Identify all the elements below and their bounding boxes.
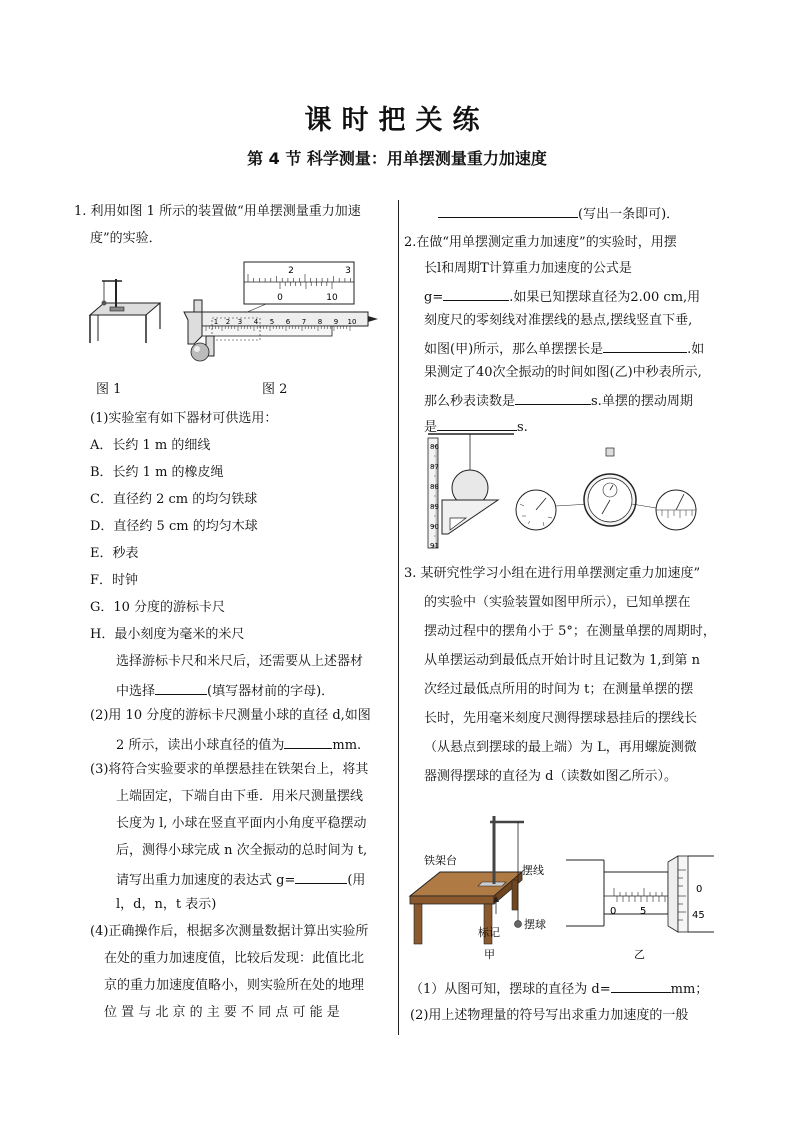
ruler-tick-86: 86 (430, 443, 439, 451)
q3-sub2-line: (2)用上述物理量的符号写出求重力加速度的一般 (410, 1008, 689, 1023)
q3-line-8: 器测得摆球的直径为 d（读数如图乙所示）。 (424, 769, 677, 784)
caliper-main-tick-2: 2 (288, 266, 294, 276)
q1-sub2-answer-blank[interactable] (284, 734, 332, 749)
caliper-lower-tick-6: 6 (285, 318, 291, 326)
caliper-vernier-tick-0: 0 (277, 293, 283, 303)
q3-figure-yi-micrometer (562, 852, 722, 964)
micro-tick-5: 5 (640, 906, 647, 917)
q3-line-2: 的实验中（实验装置如图甲所示），已知单摆在 (424, 595, 691, 610)
q3-sub1-unit: mm； (670, 982, 709, 997)
q1-sub3-line-1: (3)将符合实验要求的单摆悬挂在铁架台上，将其 (90, 762, 369, 777)
ruler-tick-87: 87 (430, 463, 439, 471)
q1-sub2-line-1: (2)用 10 分度的游标卡尺测量小球的直径 d,如图 (90, 708, 371, 723)
q2-line-3 (424, 286, 700, 307)
caliper-lower-tick-4: 4 (253, 318, 259, 326)
q2-line-4: 刻度尺的零刻线对准摆线的悬点,摆线竖直下垂, (424, 313, 693, 328)
q1-sub4-line-1: (4)正确操作后，根据多次测量数据计算出实验所 (90, 924, 369, 939)
q1-option-g: G．10 分度的游标卡尺 (90, 600, 226, 615)
q1-option-d: D．直径约 5 cm 的均匀木球 (90, 519, 258, 534)
label-line: 摆线 (522, 864, 544, 877)
ruler-tick-90: 90 (430, 523, 439, 531)
label-mark: 标记 (478, 926, 500, 939)
figure-1-caption: 图 1 (96, 382, 122, 397)
q1-sub3-line-6: l，d，n，t 表示) (116, 897, 217, 912)
q1-sub4-line-4: 位 置 与 北 京 的 主 要 不 同 点 可 能 是 (104, 1005, 340, 1020)
label-stand: 铁架台 (424, 854, 457, 867)
q1-sub1-body-2 (116, 680, 334, 701)
q3-line-5: 次经过最低点所用的时间为 t；在测量单摆的摆 (424, 682, 694, 697)
q1-option-b: B．长约 1 m 的橡皮绳 (90, 465, 224, 480)
q1-option-c: C．直径约 2 cm 的均匀铁球 (90, 492, 258, 507)
q1-intro-line-2: 度”的实验． (90, 231, 162, 246)
q3-line-6: 长时，先用毫米刻度尺测得摆球悬挂后的摆线长 (424, 711, 698, 726)
q2-line-2: 长l和周期T计算重力加速度的公式是 (424, 261, 632, 276)
q1-continuation-text: (写出一条即可)． (578, 207, 680, 222)
q1-sub3-line-5b: (用 (347, 873, 366, 888)
q1-sub3-answer-blank[interactable] (295, 869, 347, 884)
micro-thimble-0: 0 (696, 884, 703, 895)
q1-sub1-body-2b: (填写器材前的字母)． (207, 684, 335, 699)
q3-line-1: 3. 某研究性学习小组在进行用单摆测定重力加速度” (404, 566, 701, 581)
q2-line-6: 果测定了40次全振动的时间如图(乙)中秒表所示, (424, 365, 702, 380)
caption-yi: 乙 (634, 948, 645, 961)
q1-sub4-line-3: 京的重力加速度值略小，则实验所在处的地理 (104, 978, 365, 993)
q3-line-7: （从悬点到摆球的最上端）为 L，再用螺旋测微 (424, 740, 697, 755)
figure-1-pendulum-stand (86, 275, 166, 345)
q2-period-blank[interactable] (437, 416, 517, 431)
q1-sub3-line-5 (116, 869, 365, 890)
caliper-lower-tick-10: 10 (347, 318, 357, 326)
q1-sub3-line-3: 长度为 l, 小球在竖直平面内小角度平稳摆动 (116, 816, 367, 831)
q1-sub1-prompt: (1)实验室有如下器材可供选用： (90, 411, 278, 426)
q3-figure-jia-apparatus (406, 814, 556, 964)
q1-sub4-answer-blank[interactable] (438, 203, 578, 218)
micro-tick-0: 0 (610, 906, 617, 917)
q3-sub1-line (410, 978, 708, 999)
caliper-lower-tick-3: 3 (237, 318, 243, 326)
q2-line-5b: .如 (687, 342, 705, 357)
q1-sub1-body-2a: 中选择 (116, 684, 156, 699)
q2-stopwatch-blank[interactable] (515, 390, 591, 405)
micro-thimble-45: 45 (692, 910, 705, 921)
caliper-main-tick-3: 3 (345, 266, 351, 276)
q1-intro-line-1: 1. 利用如图 1 所示的装置做“用单摆测量重力加速 (74, 204, 361, 219)
q1-sub3-line-5a: 请写出重力加速度的表达式 g= (116, 873, 296, 888)
q2-line-7a: 那么秒表读数是 (424, 394, 516, 409)
label-ball: 摆球 (524, 918, 546, 931)
page-title: 课时把关练 (304, 105, 490, 136)
q2-line-8b: s. (517, 420, 528, 435)
q2-line-5a: 如图(甲)所示，那么单摆摆长是 (424, 342, 604, 357)
caliper-lower-tick-8: 8 (317, 318, 323, 326)
caliper-lower-tick-5: 5 (269, 318, 275, 326)
q1-sub1-answer-blank[interactable] (155, 680, 207, 695)
ruler-tick-91: 91 (430, 542, 439, 550)
q1-sub2-unit: mm. (332, 738, 362, 753)
q1-sub2-line-2a: 2 所示，读出小球直径的值为 (116, 738, 285, 753)
caliper-lower-tick-9: 9 (333, 318, 339, 326)
figure-2-vernier-caliper (176, 260, 378, 370)
ruler-tick-88: 88 (430, 483, 439, 491)
q2-line-3b: .如果已知摆球直径为2.00 cm,用 (509, 290, 701, 305)
q1-option-e: E．秒表 (90, 546, 139, 561)
q1-option-h: H．最小刻度为毫米的米尺 (90, 627, 245, 642)
q1-sub1-body-1: 选择游标卡尺和米尺后，还需要从上述器材 (116, 654, 364, 669)
q2-formula-blank[interactable] (443, 286, 509, 301)
q2-length-blank[interactable] (603, 338, 687, 353)
q1-option-a: A．长约 1 m 的细线 (90, 438, 211, 453)
q3-sub1-text: （1）从图可知，摆球的直径为 d= (410, 982, 611, 997)
q2-line-5 (424, 338, 704, 359)
q1-sub2-line-2 (116, 734, 361, 755)
q1-option-f: F．时钟 (90, 573, 139, 588)
caption-jia: 甲 (484, 948, 495, 961)
caliper-lower-tick-7: 7 (301, 318, 307, 326)
q1-sub4-line-2: 在处的重力加速度值，比较后发现：此值比北 (104, 951, 365, 966)
q1-continuation (438, 203, 679, 224)
q2-line-7 (424, 390, 693, 411)
q2-line-8a: 是 (424, 420, 438, 435)
q3-line-3: 摆动过程中的摆角小于 5°；在测量单摆的周期时， (424, 624, 716, 639)
q1-sub3-line-2: 上端固定，下端自由下垂．用米尺测量摆线 (116, 789, 364, 804)
q2-line-1: 2.在做“用单摆测定重力加速度”的实验时，用摆 (404, 235, 677, 250)
q2-line-7b: s.单摆的摆动周期 (591, 394, 693, 409)
caliper-lower-tick-2: 2 (225, 318, 231, 326)
q2-figure-ruler-stopwatch (424, 432, 714, 552)
q3-diameter-blank[interactable] (611, 978, 671, 993)
q3-line-4: 从单摆运动到最低点开始计时且记数为 1,到第 n (424, 653, 701, 668)
caliper-lower-tick-1: 1 (213, 318, 219, 326)
q2-line-3a: g= (424, 290, 444, 305)
caliper-vernier-tick-10: 10 (326, 293, 338, 303)
q1-sub3-line-4: 后，测得小球完成 n 次全振动的总时间为 t, (116, 843, 368, 858)
ruler-tick-89: 89 (430, 503, 439, 511)
column-divider (398, 200, 399, 1035)
section-subtitle: 第 4 节 科学测量：用单摆测量重力加速度 (247, 149, 547, 168)
figure-2-caption: 图 2 (262, 382, 288, 397)
